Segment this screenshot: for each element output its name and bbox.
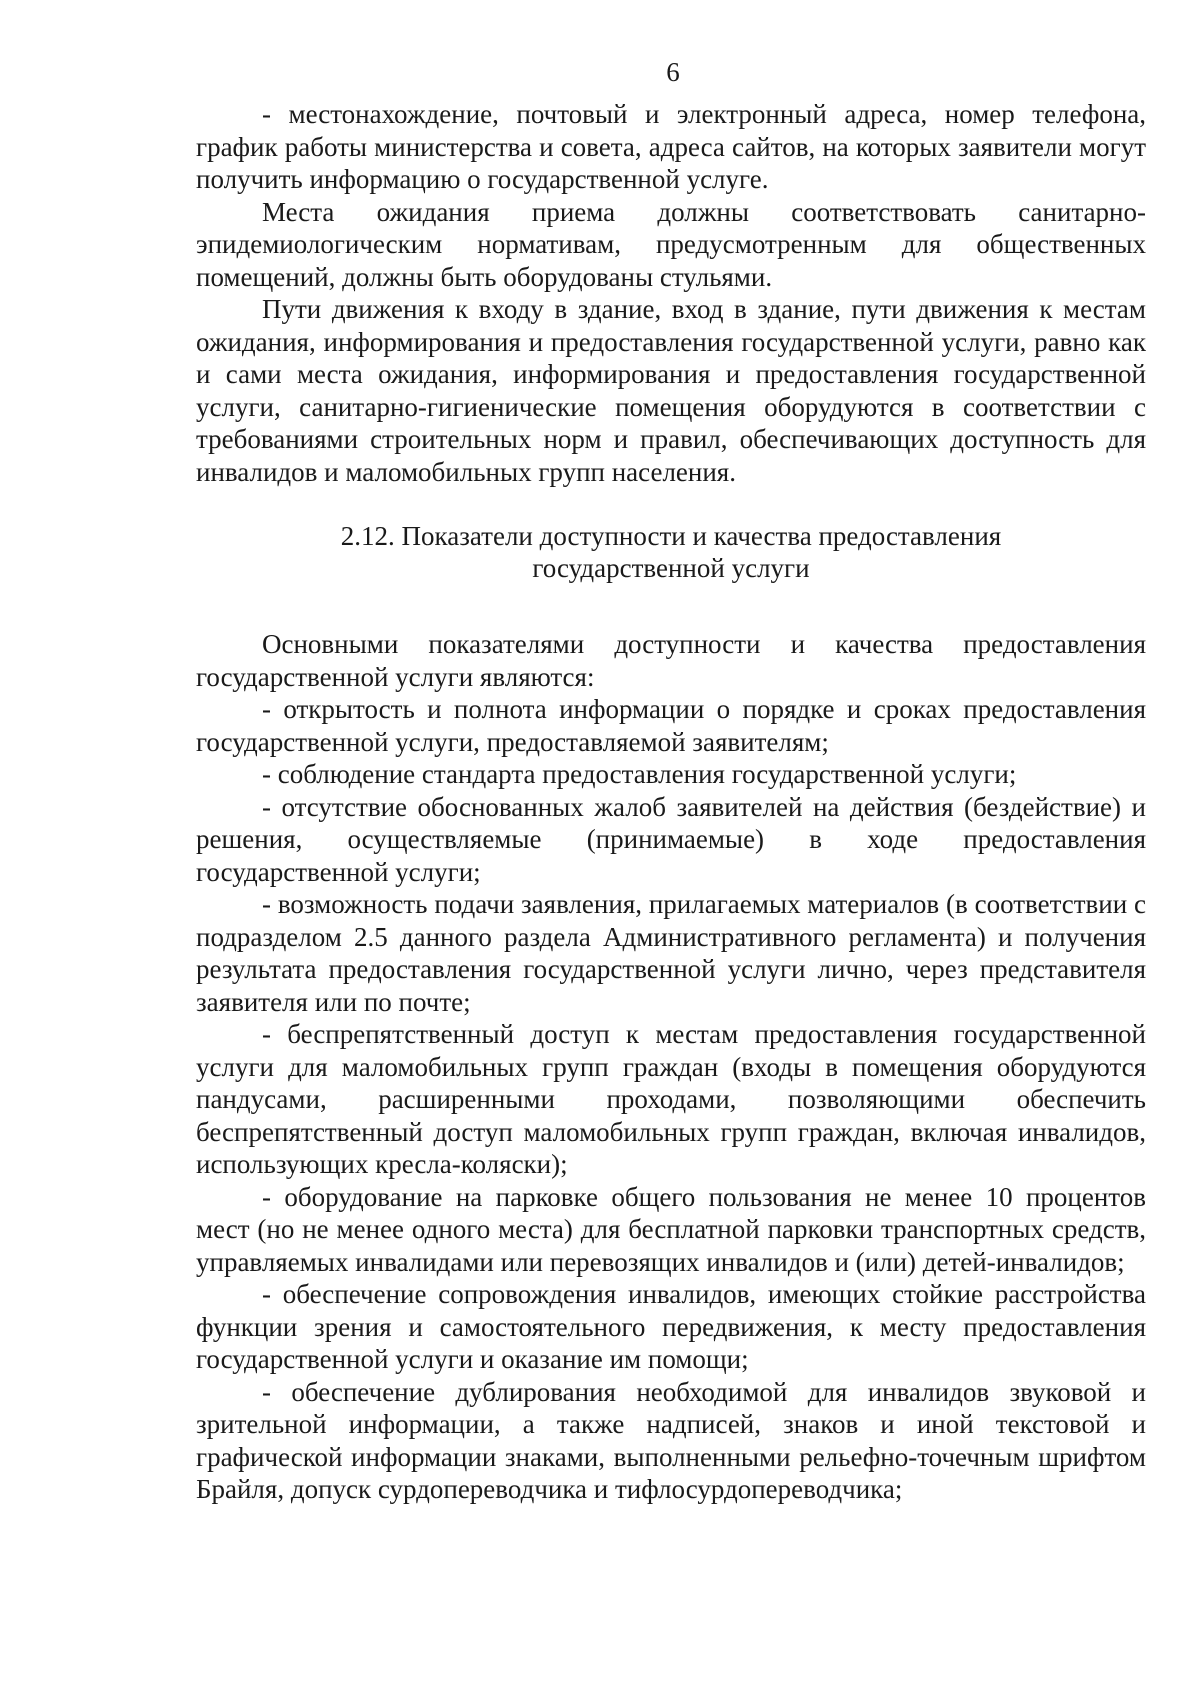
list-item-standard-compliance: - соблюдение стандарта предоставления государственной услуги; — [262, 759, 1017, 789]
section-heading-line-2: государственной услуги — [532, 553, 810, 583]
page-number: 6 — [666, 57, 680, 87]
paragraph-contact-info: - местонахождение, почтовый и электронный адреса, номер телефона, график работы министерства и совета, адреса сайтов, на которых заявители могут получить информацию о государственной услуге. — [196, 99, 1146, 194]
list-item-unhindered-access: - беспрепятственный доступ к местам предоставления государственной услуги для маломобильных групп граждан (входы в помещения оборудуются пандусами, расширенными проходами, позволяющими обеспечить беспрепятственный доступ маломобильных групп граждан, включая инвалидов, использующих кресла-коляски); — [196, 1019, 1146, 1179]
list-item-escort: - обеспечение сопровождения инвалидов, имеющих стойкие расстройства функции зрения и самостоятельного передвижения, к месту предоставления государственной услуги и оказание им помощи; — [196, 1279, 1146, 1374]
list-item-submission-options: - возможность подачи заявления, прилагаемых материалов (в соответствии с подразделом 2.5 данного раздела Административного регламента) и получения результата предоставления государственной услуги лично, через представителя заявителя или по почте; — [196, 889, 1146, 1017]
paragraph-access-routes: Пути движения к входу в здание, вход в здание, пути движения к местам ожидания, информирования и предоставления государственной услуги, равно как и сами места ожидания, информирования и предоставления государственной услуги, санитарно-гигиенические помещения оборудуются в соответствии с требованиями строительных норм и правил, обеспечивающих доступность для инвалидов и маломобильных групп населения. — [196, 294, 1146, 487]
section-heading-line-1: 2.12. Показатели доступности и качества предоставления — [340, 521, 1002, 551]
paragraph-waiting-places: Места ожидания приема должны соответствовать санитарно-эпидемиологическим нормативам, предусмотренным для общественных помещений, должны быть оборудованы стульями. — [196, 196, 1146, 292]
section-heading — [196, 520, 1146, 584]
paragraph-indicators-intro: Основными показателями доступности и качества предоставления государственной услуги являются: — [196, 629, 1146, 692]
list-item-no-complaints: - отсутствие обоснованных жалоб заявителей на действия (бездействие) и решения, осуществляемые (принимаемые) в ходе предоставления государственной услуги; — [196, 791, 1146, 887]
list-item-openness: - открытость и полнота информации о порядке и сроках предоставления государственной услуги, предоставляемой заявителям; — [196, 694, 1146, 757]
list-item-parking: - оборудование на парковке общего пользования не менее 10 процентов мест (но не менее одного места) для бесплатной парковки транспортных средств, управляемых инвалидами или перевозящих инвалидов и (или) детей-инвалидов; — [196, 1181, 1146, 1277]
document-page — [196, 56, 1146, 1506]
list-item-braille-duplication: - обеспечение дублирования необходимой для инвалидов звуковой и зрительной информации, а также надписей, знаков и иной текстовой и графической информации знаками, выполненными рельефно-точечным шрифтом Брайля, допуск сурдопереводчика и тифлосурдопереводчика; — [196, 1376, 1146, 1504]
